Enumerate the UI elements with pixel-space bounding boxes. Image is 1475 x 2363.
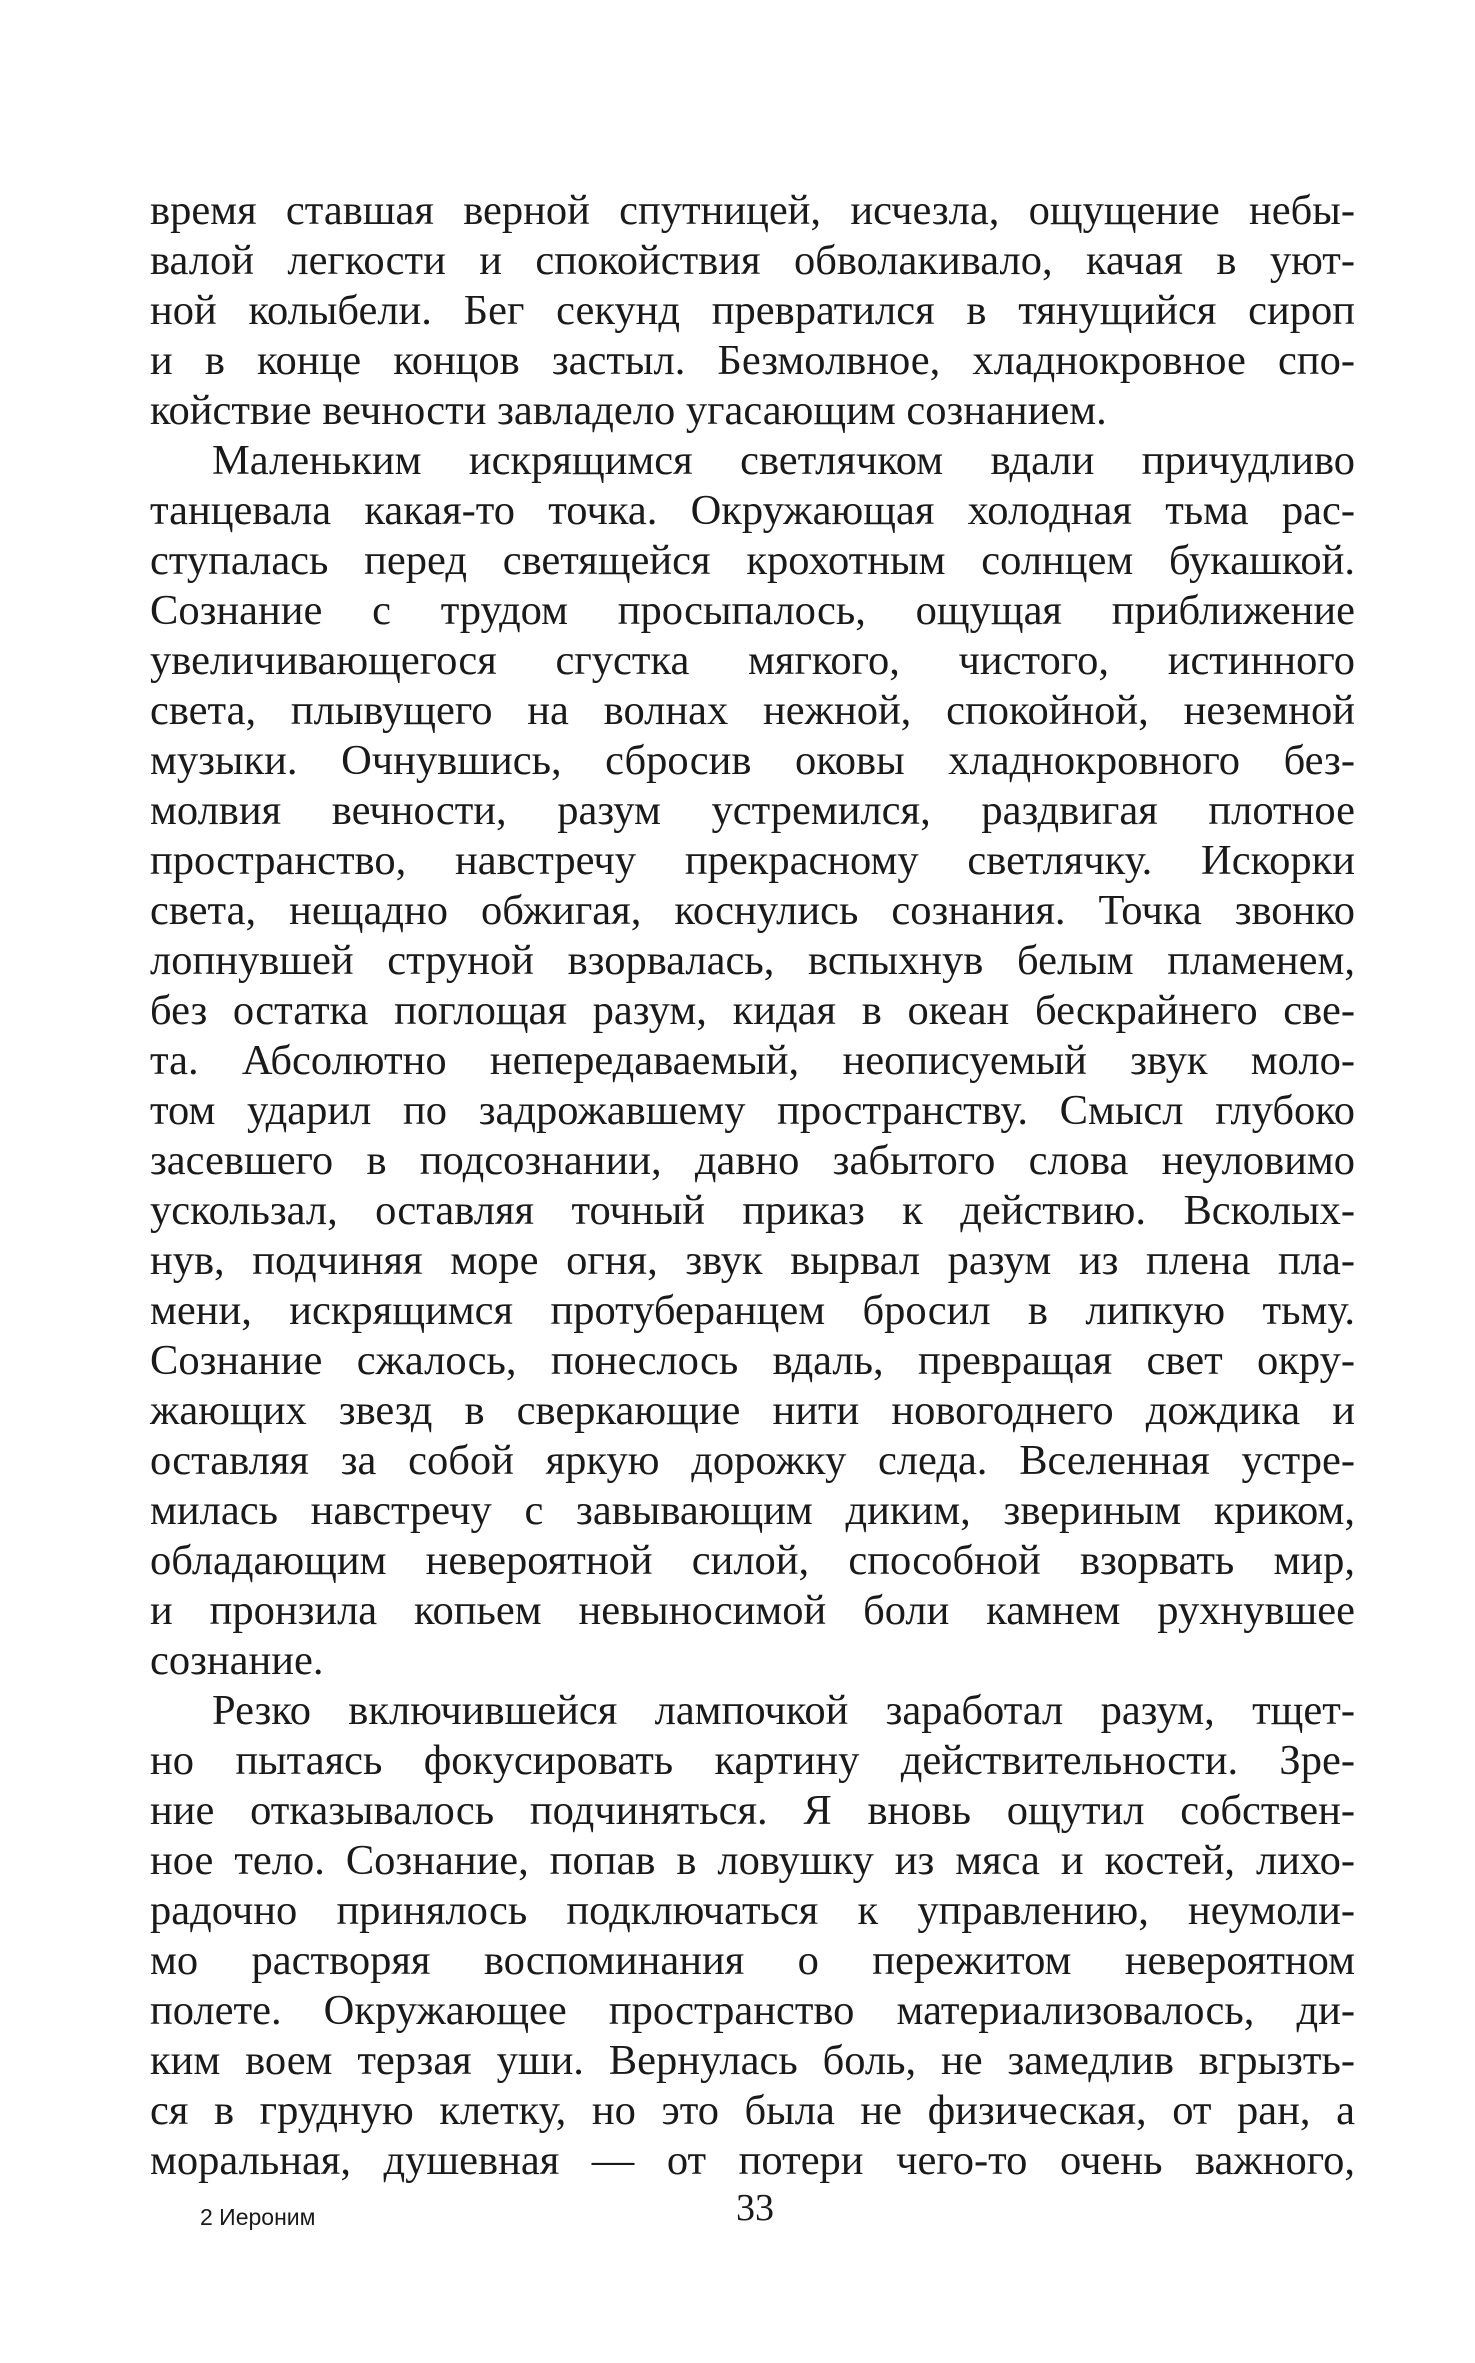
- text-line: том ударил по задрожавшему пространству. Смысл глубоко: [150, 1087, 1355, 1134]
- text-line: ступалась перед светящейся крохотным солнцем букашкой.: [150, 537, 1355, 584]
- text-line: полете. Окружающее пространство материализовалось, ди-: [150, 1987, 1355, 2034]
- text-line: пространство, навстречу прекрасному светлячку. Искорки: [150, 837, 1355, 884]
- text-line: радочно принялось подключаться к управлению, неумоли-: [150, 1887, 1355, 1934]
- text-line: мо растворяя воспоминания о пережитом невероятном: [150, 1937, 1355, 1984]
- text-line: и пронзила копьем невыносимой боли камнем рухнувшее: [150, 1587, 1355, 1634]
- text-line: та. Абсолютно непередаваемый, неописуемый звук моло-: [150, 1037, 1355, 1084]
- text-line: молвия вечности, разум устремился, раздвигая плотное: [150, 787, 1355, 834]
- text-line: музыки. Очнувшись, сбросив оковы хладнокровного без-: [150, 737, 1355, 784]
- text-line: оставляя за собой яркую дорожку следа. Вселенная устре-: [150, 1437, 1355, 1484]
- text-line: ное тело. Сознание, попав в ловушку из мяса и костей, лихо-: [150, 1837, 1355, 1884]
- text-line: света, нещадно обжигая, коснулись сознания. Точка звонко: [150, 887, 1355, 934]
- body-text: [150, 186, 1355, 2186]
- text-line: мени, искрящимся протуберанцем бросил в липкую тьму.: [150, 1287, 1355, 1334]
- text-line: Сознание сжалось, понеслось вдаль, превращая свет окру-: [150, 1337, 1355, 1384]
- text-line: без остатка поглощая разум, кидая в океан бескрайнего све-: [150, 987, 1355, 1034]
- text-line: танцевала какая-то точка. Окружающая холодная тьма рас-: [150, 487, 1355, 534]
- text-line: и в конце концов застыл. Безмолвное, хладнокровное спо-: [150, 337, 1355, 384]
- text-line: время ставшая верной спутницей, исчезла, ощущение небы-: [150, 187, 1355, 234]
- text-line: сознание.: [150, 1637, 324, 1684]
- text-line: ускользал, оставляя точный приказ к действию. Всколых-: [150, 1187, 1355, 1234]
- page-number: 33: [736, 2187, 774, 2229]
- signature-mark: 2 Иероним: [200, 2204, 316, 2230]
- text-line: ся в грудную клетку, но это была не физическая, от ран, а: [150, 2087, 1355, 2134]
- text-line: света, плывущего на волнах нежной, спокойной, неземной: [150, 687, 1355, 734]
- text-line: нув, подчиняя море огня, звук вырвал разум из плена пла-: [150, 1237, 1355, 1284]
- text-line: Маленьким искрящимся светлячком вдали причудливо: [212, 437, 1355, 484]
- text-line: Резко включившейся лампочкой заработал разум, тщет-: [212, 1687, 1355, 1734]
- text-line: лопнувшей струной взорвалась, вспыхнув белым пламенем,: [150, 937, 1355, 984]
- text-line: Сознание с трудом просыпалось, ощущая приближение: [150, 587, 1355, 634]
- text-line: жающих звезд в сверкающие нити новогоднего дождика и: [150, 1387, 1355, 1434]
- text-line: валой легкости и спокойствия обволакивало, качая в уют-: [150, 237, 1355, 284]
- text-line: но пытаясь фокусировать картину действительности. Зре-: [150, 1737, 1355, 1784]
- text-line: моральная, душевная — от потери чего-то очень важного,: [150, 2137, 1355, 2184]
- text-line: увеличивающегося сгустка мягкого, чистого, истинного: [150, 637, 1355, 684]
- text-line: обладающим невероятной силой, способной взорвать мир,: [150, 1537, 1355, 1584]
- text-line: ние отказывалось подчиняться. Я вновь ощутил собствен-: [150, 1787, 1355, 1834]
- text-line: ной колыбели. Бег секунд превратился в тянущийся сироп: [150, 287, 1355, 334]
- text-line: милась навстречу с завывающим диким, звериным криком,: [150, 1487, 1355, 1534]
- text-line: засевшего в подсознании, давно забытого слова неуловимо: [150, 1137, 1355, 1184]
- text-line: койствие вечности завладело угасающим сознанием.: [150, 387, 1107, 434]
- text-line: ким воем терзая уши. Вернулась боль, не замедлив вгрызть-: [150, 2037, 1355, 2084]
